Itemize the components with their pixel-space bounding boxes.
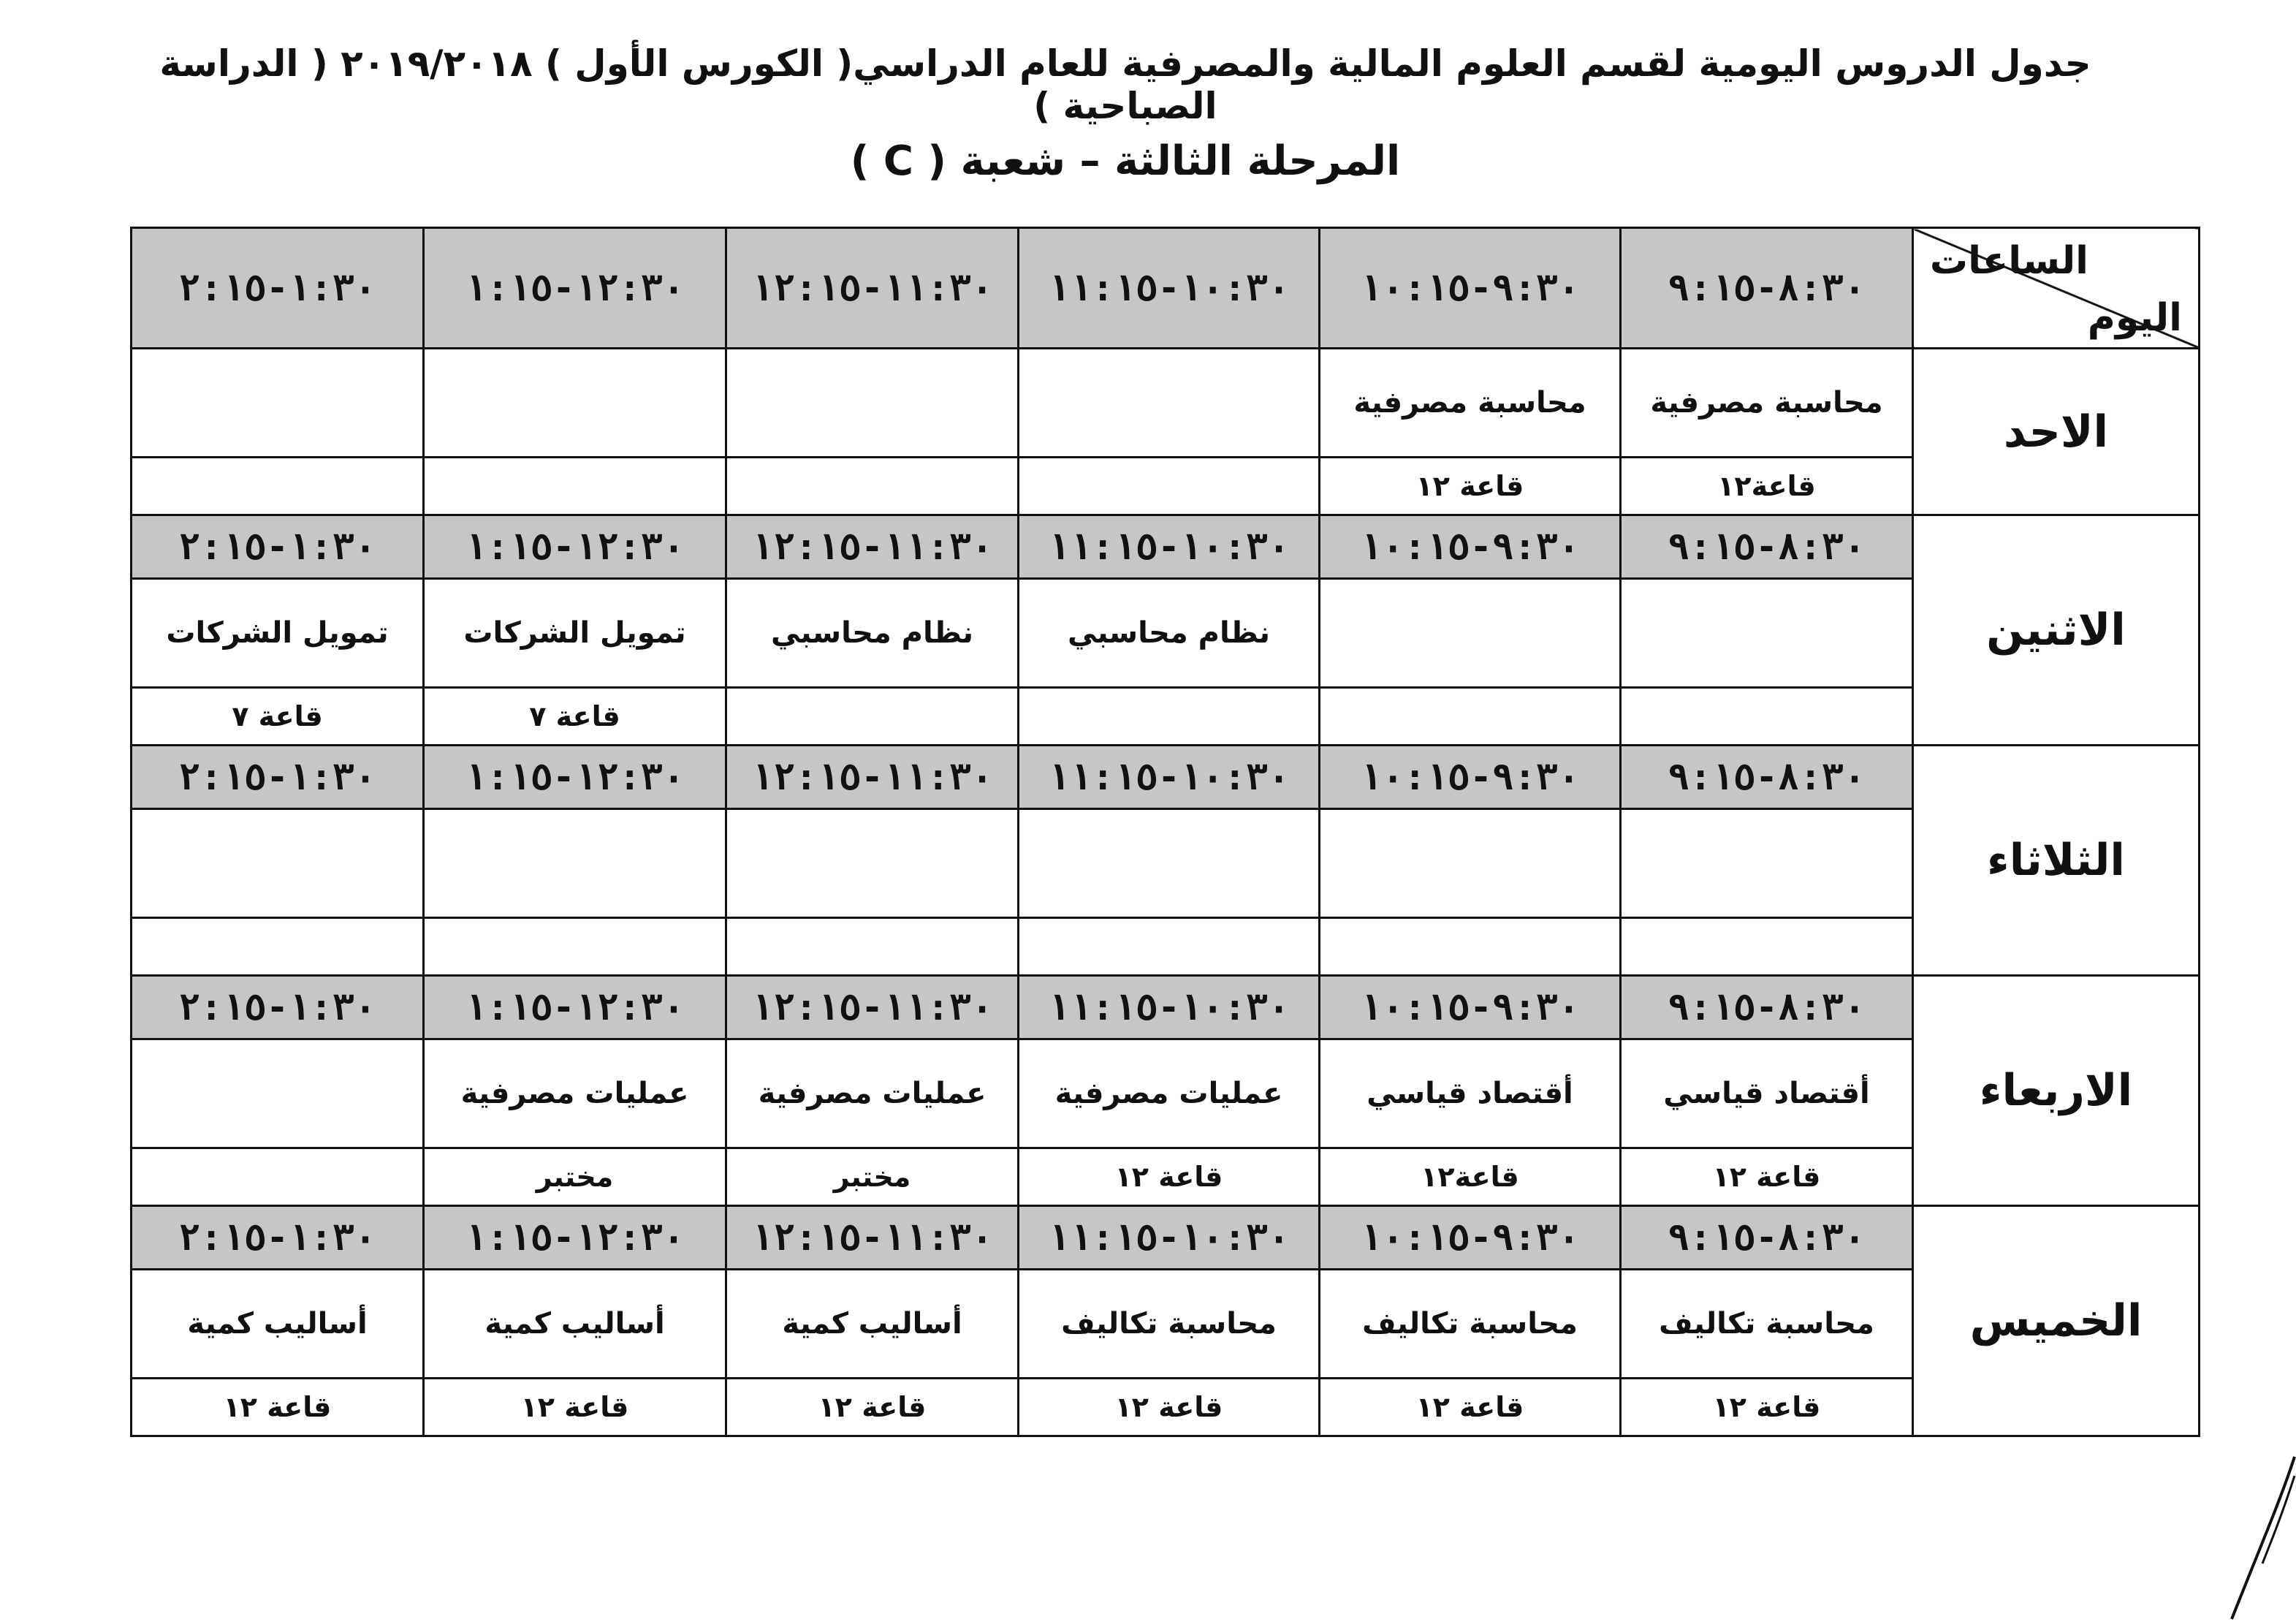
time-slot-cell: ١١:٣٠-١٢:١٥ — [726, 515, 1019, 579]
room-cell — [726, 458, 1019, 515]
time-slot-cell: ٩:٣٠-١٠:١٥ — [1320, 746, 1621, 809]
room-cell — [1320, 918, 1621, 976]
page-title: جدول الدروس اليومية لقسم العلوم المالية والمصرفية للعام الدراسي( الكورس الأول ) ٢٠١٩/٢٠١٨ ( الدراسة الصباحية ) — [159, 42, 2091, 127]
room-cell: قاعة ١٢ — [726, 1379, 1019, 1436]
room-cell: قاعة١٢ — [1320, 1148, 1621, 1206]
subject-cell: تمويل الشركات — [132, 579, 424, 688]
subject-cell: تمويل الشركات — [424, 579, 726, 688]
room-cell: قاعة١٢ — [1621, 458, 1913, 515]
subject-row — [132, 809, 2200, 918]
time-slot-cell: ١:٣٠-٢:١٥ — [132, 515, 424, 579]
room-cell: قاعة ٧ — [424, 688, 726, 746]
time-slot-cell: ١١:٣٠-١٢:١٥ — [726, 746, 1019, 809]
subject-row — [132, 579, 2200, 688]
time-slot-cell: ٨:٣٠-٩:١٥ — [1621, 976, 1913, 1039]
time-slot-cell: ١٠:٣٠-١١:١٥ — [1019, 1206, 1320, 1270]
subject-cell: نظام محاسبي — [726, 579, 1019, 688]
room-cell: قاعة ١٢ — [1621, 1148, 1913, 1206]
corner-hours-label: الساعات — [1929, 239, 2088, 283]
subject-cell: محاسبة تكاليف — [1320, 1270, 1621, 1379]
room-cell — [424, 458, 726, 515]
subject-cell — [132, 1039, 424, 1148]
time-slot-cell: ٨:٣٠-٩:١٥ — [1621, 228, 1913, 349]
subject-row — [132, 1039, 2200, 1148]
room-cell: قاعة ١٢ — [424, 1379, 726, 1436]
subject-cell — [726, 349, 1019, 458]
subject-cell: محاسبة تكاليف — [1621, 1270, 1913, 1379]
room-cell — [132, 1148, 424, 1206]
time-slot-cell: ١٠:٣٠-١١:١٥ — [1019, 746, 1320, 809]
time-slot-cell: ١١:٣٠-١٢:١٥ — [726, 976, 1019, 1039]
time-slot-cell: ١٢:٣٠-١:١٥ — [424, 515, 726, 579]
room-cell — [726, 918, 1019, 976]
margin-pen-stroke — [2201, 1454, 2296, 1622]
day-name-cell: الاربعاء — [1913, 976, 2200, 1206]
time-slot-cell: ١٢:٣٠-١:١٥ — [424, 976, 726, 1039]
subject-row — [132, 349, 2200, 458]
room-cell — [726, 688, 1019, 746]
time-slot-cell: ١٠:٣٠-١١:١٥ — [1019, 228, 1320, 349]
room-row — [132, 1379, 2200, 1436]
room-cell — [1019, 918, 1320, 976]
subject-cell: أساليب كمية — [726, 1270, 1019, 1379]
time-slot-cell: ١٠:٣٠-١١:١٥ — [1019, 515, 1320, 579]
room-cell: قاعة ١٢ — [1320, 1379, 1621, 1436]
time-header-row — [132, 976, 2200, 1039]
time-slot-cell: ١:٣٠-٢:١٥ — [132, 1206, 424, 1270]
subject-cell — [1621, 579, 1913, 688]
time-slot-cell: ١٢:٣٠-١:١٥ — [424, 228, 726, 349]
room-cell — [1621, 918, 1913, 976]
subject-cell: أساليب كمية — [424, 1270, 726, 1379]
room-cell — [132, 458, 424, 515]
room-cell — [424, 918, 726, 976]
time-slot-cell: ٩:٣٠-١٠:١٥ — [1320, 1206, 1621, 1270]
time-slot-cell: ١:٣٠-٢:١٥ — [132, 976, 424, 1039]
subject-cell — [1320, 809, 1621, 918]
subject-cell — [1320, 579, 1621, 688]
time-slot-cell: ١:٣٠-٢:١٥ — [132, 746, 424, 809]
room-row — [132, 688, 2200, 746]
time-slot-cell: ١٠:٣٠-١١:١٥ — [1019, 976, 1320, 1039]
subject-cell — [726, 809, 1019, 918]
room-cell — [1621, 688, 1913, 746]
room-cell: قاعة ١٢ — [1320, 458, 1621, 515]
room-row — [132, 458, 2200, 515]
time-slot-cell: ٨:٣٠-٩:١٥ — [1621, 1206, 1913, 1270]
room-cell: قاعة ١٢ — [132, 1379, 424, 1436]
time-header-row — [132, 515, 2200, 579]
subject-cell: محاسبة تكاليف — [1019, 1270, 1320, 1379]
subject-cell: أقتصاد قياسي — [1320, 1039, 1621, 1148]
time-header-row — [132, 228, 2200, 349]
time-slot-cell: ١١:٣٠-١٢:١٥ — [726, 228, 1019, 349]
day-name-cell: الاثنين — [1913, 515, 2200, 746]
subject-cell: عمليات مصرفية — [424, 1039, 726, 1148]
corner-cell — [1913, 228, 2200, 349]
subject-cell — [1019, 349, 1320, 458]
time-slot-cell: ١:٣٠-٢:١٥ — [132, 228, 424, 349]
day-name-cell: الخميس — [1913, 1206, 2200, 1436]
subject-cell — [1621, 809, 1913, 918]
subject-cell: أساليب كمية — [132, 1270, 424, 1379]
time-slot-cell: ٨:٣٠-٩:١٥ — [1621, 746, 1913, 809]
room-cell: مختبر — [424, 1148, 726, 1206]
room-cell: قاعة ١٢ — [1019, 1379, 1320, 1436]
time-slot-cell: ٩:٣٠-١٠:١٥ — [1320, 228, 1621, 349]
time-slot-cell: ١٢:٣٠-١:١٥ — [424, 1206, 726, 1270]
room-cell: قاعة ١٢ — [1621, 1379, 1913, 1436]
page-subtitle: المرحلة الثالثة – شعبة ( C ) — [850, 137, 1401, 185]
subject-cell: أقتصاد قياسي — [1621, 1039, 1913, 1148]
subject-cell — [1019, 809, 1320, 918]
room-cell — [1019, 458, 1320, 515]
time-slot-cell: ١١:٣٠-١٢:١٥ — [726, 1206, 1019, 1270]
time-header-row — [132, 1206, 2200, 1270]
time-header-row — [132, 746, 2200, 809]
room-cell: مختبر — [726, 1148, 1019, 1206]
day-name-cell: الاحد — [1913, 349, 2200, 515]
subject-cell — [132, 349, 424, 458]
corner-day-label: اليوم — [2087, 296, 2182, 340]
room-cell — [132, 918, 424, 976]
room-row — [132, 918, 2200, 976]
subject-cell: نظام محاسبي — [1019, 579, 1320, 688]
room-cell — [1320, 688, 1621, 746]
time-slot-cell: ٨:٣٠-٩:١٥ — [1621, 515, 1913, 579]
subject-cell — [132, 809, 424, 918]
room-row — [132, 1148, 2200, 1206]
time-slot-cell: ٩:٣٠-١٠:١٥ — [1320, 976, 1621, 1039]
room-cell — [1019, 688, 1320, 746]
room-cell: قاعة ٧ — [132, 688, 424, 746]
subject-cell: عمليات مصرفية — [726, 1039, 1019, 1148]
time-slot-cell: ٩:٣٠-١٠:١٥ — [1320, 515, 1621, 579]
subject-cell: محاسبة مصرفية — [1320, 349, 1621, 458]
room-cell: قاعة ١٢ — [1019, 1148, 1320, 1206]
schedule-table — [130, 227, 2200, 1437]
subject-cell: عمليات مصرفية — [1019, 1039, 1320, 1148]
subject-cell — [424, 809, 726, 918]
subject-row — [132, 1270, 2200, 1379]
subject-cell — [424, 349, 726, 458]
time-slot-cell: ١٢:٣٠-١:١٥ — [424, 746, 726, 809]
subject-cell: محاسبة مصرفية — [1621, 349, 1913, 458]
day-name-cell: الثلاثاء — [1913, 746, 2200, 976]
